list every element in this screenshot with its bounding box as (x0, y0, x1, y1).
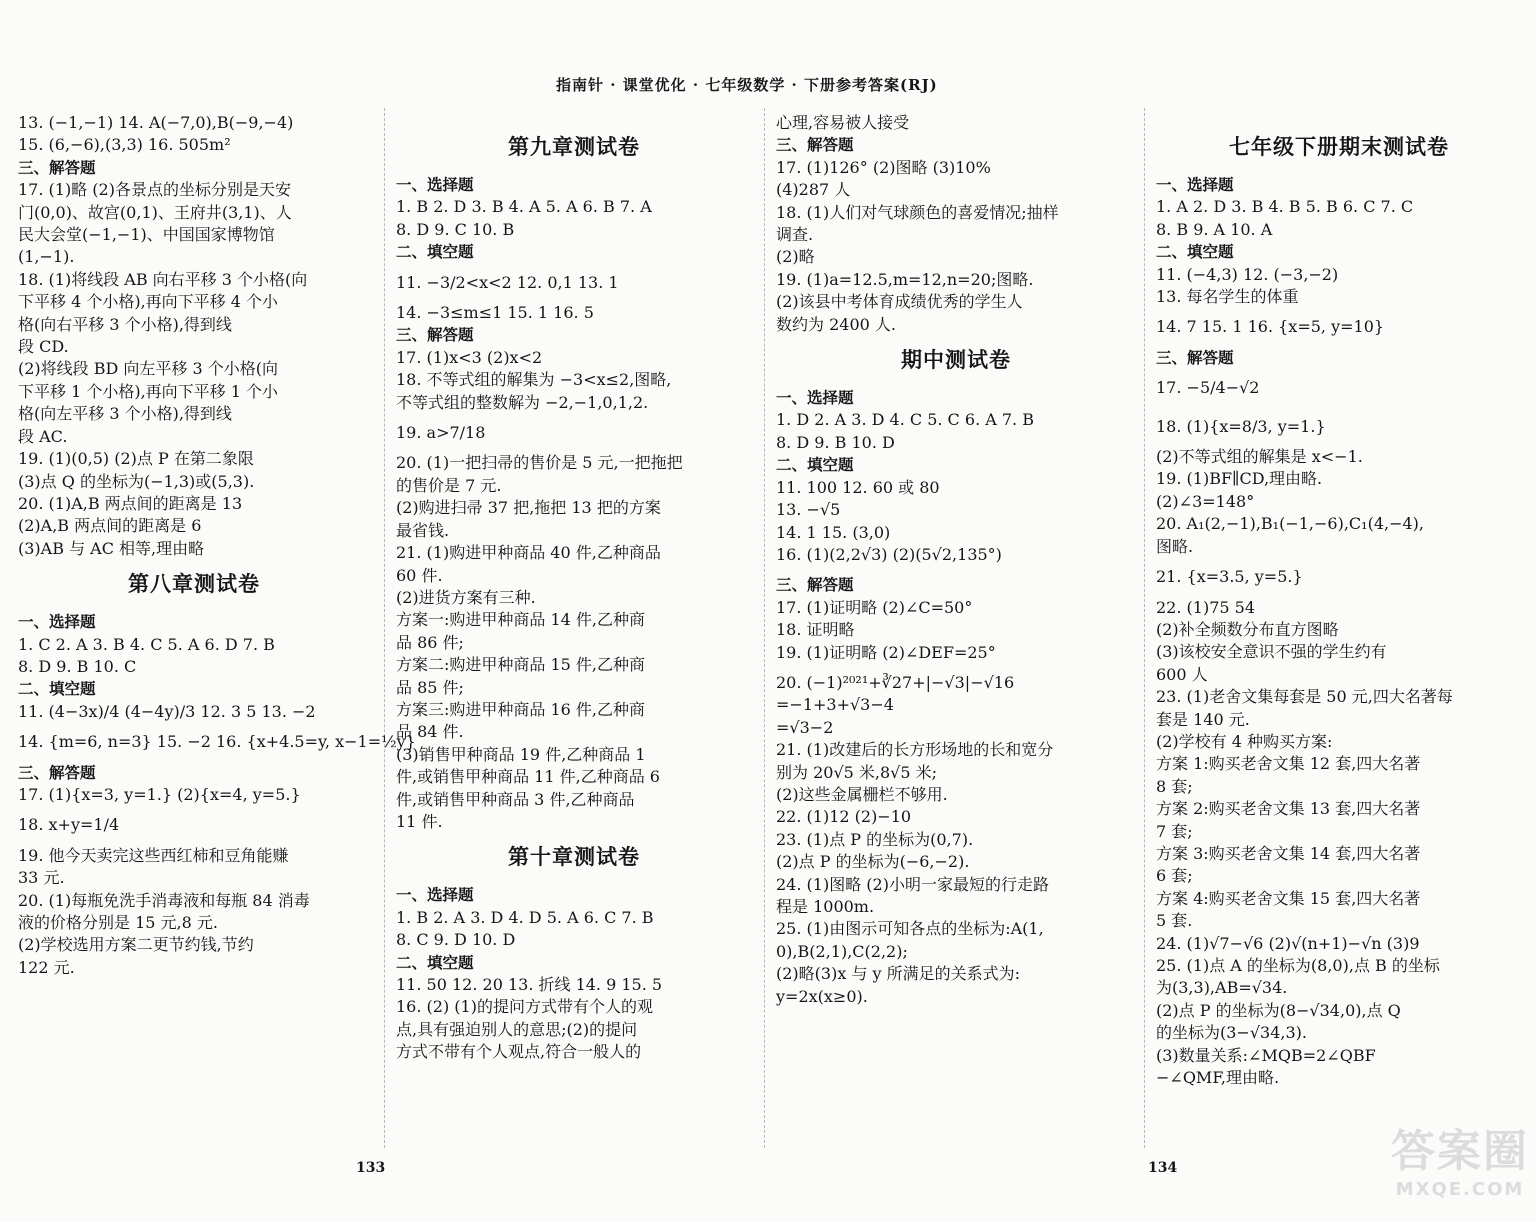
answer-line: 1. B 2. A 3. D 4. D 5. A 6. C 7. B (396, 907, 654, 927)
section-heading: 一、选择题 (396, 886, 474, 905)
answer-line: 8. D 9. B 10. D (776, 432, 895, 452)
answer-line: 20. (1)每瓶免洗手消毒液和每瓶 84 消毒 (18, 890, 310, 910)
answer-line: 14. −3≤m≤1 15. 1 16. 5 (396, 303, 594, 323)
answer-line: 方案 2:购买老舍文集 13 套,四大名著 (1156, 799, 1421, 819)
answer-line: 方案 1:购买老舍文集 12 套,四大名著 (1156, 754, 1421, 774)
answer-line: 段 AC. (18, 426, 68, 446)
answer-line: (3)点 Q 的坐标为(−1,3)或(5,3). (18, 471, 255, 491)
answer-line: 23. (1)点 P 的坐标为(0,7). (776, 829, 974, 849)
section-heading: 三、解答题 (776, 136, 854, 155)
answer-line: =√3−2 (776, 717, 834, 737)
answer-line: 别为 20√5 米,8√5 米; (776, 762, 938, 782)
answer-column-1 (18, 112, 416, 979)
answer-line: (2)略 (776, 247, 815, 267)
answer-line: 23. (1)老舍文集每套是 50 元,四大名著每 (1156, 687, 1453, 707)
answer-line: 方案 3:购买老舍文集 14 套,四大名著 (1156, 843, 1421, 863)
answer-line: (3)数量关系:∠MQB=2∠QBF (1156, 1045, 1376, 1065)
section-heading: 三、解答题 (18, 763, 96, 782)
answer-line: (3)AB 与 AC 相等,理由略 (18, 538, 205, 558)
answer-line: 图略. (1156, 536, 1194, 556)
answer-line: (2)∠3=148° (1156, 491, 1255, 511)
answer-line: (2)A,B 两点间的距离是 6 (18, 516, 202, 536)
answer-line: 8. D 9. C 10. B (396, 219, 515, 239)
page-number-left: 133 (356, 1160, 386, 1176)
watermark-logo (1390, 1125, 1530, 1215)
answer-line: 心理,容易被人接受 (776, 113, 910, 132)
answer-line: 19. 他今天卖完这些西红柿和豆角能赚 (18, 845, 289, 865)
answer-line: 21. {x=3.5, y=5.} (1156, 567, 1303, 587)
answer-line: 下平移 4 个小格),再向下平移 4 个小 (18, 292, 279, 312)
answer-line: 15. (6,−6),(3,3) 16. 505m² (18, 135, 231, 155)
answer-line: (3)销售甲种商品 19 件,乙种商品 1 (396, 744, 646, 764)
answer-line: 方案 4:购买老舍文集 15 套,四大名著 (1156, 888, 1421, 908)
answer-line: 19. a>7/18 (396, 423, 486, 443)
answer-line: 17. −5/4−√2 (1156, 378, 1260, 398)
answer-line: 13. (−1,−1) 14. A(−7,0),B(−9,−4) (18, 113, 294, 132)
answer-line: 格(向左平移 3 个小格),得到线 (18, 404, 232, 424)
answer-line: (2)点 P 的坐标为(8−√34,0),点 Q (1156, 1000, 1401, 1020)
answer-line: 套是 140 元. (1156, 709, 1250, 729)
answer-line: 液的价格分别是 15 元,8 元. (18, 913, 218, 932)
answer-line: 品 84 件. (396, 722, 464, 742)
answer-line: 20. A₁(2,−1),B₁(−1,−6),C₁(4,−4), (1156, 514, 1424, 534)
answer-line: 19. (1)BF∥CD,理由略. (1156, 469, 1323, 489)
answer-line: 13. −√5 (776, 500, 841, 520)
section-title-final-exam: 七年级下册期末测试卷 (1229, 134, 1449, 159)
answer-column-3 (776, 112, 1136, 1008)
section-heading: 二、填空题 (18, 680, 96, 699)
answer-line: y=2x(x≥0). (776, 986, 868, 1006)
answer-line: 7 套; (1156, 821, 1193, 841)
answer-line: 600 人 (1156, 664, 1208, 684)
answer-line: (2)将线段 BD 向左平移 3 个小格(向 (18, 359, 279, 379)
answer-line: 方案二:购进甲种商品 15 件,乙种商 (396, 655, 646, 675)
answer-line: (2)略(3)x 与 y 所满足的关系式为: (776, 964, 1021, 984)
answer-line: 8. B 9. A 10. A (1156, 219, 1273, 239)
answer-line: (2)购进扫帚 37 把,拖把 13 把的方案 (396, 498, 661, 518)
answer-line: 品 86 件; (396, 632, 464, 652)
column-divider (1144, 108, 1145, 1148)
answer-line: 17. (1)证明略 (2)∠C=50° (776, 597, 973, 617)
answer-line: 22. (1)12 (2)−10 (776, 807, 912, 827)
answer-line: 19. (1)a=12.5,m=12,n=20;图略. (776, 269, 1034, 289)
answer-line: 8. D 9. B 10. C (18, 656, 137, 676)
answer-line: 件,或销售甲种商品 11 件,乙种商品 6 (396, 767, 660, 787)
answer-line: 11. −3/2<x<2 12. 0,1 13. 1 (396, 272, 619, 292)
answer-line: 18. 证明略 (776, 620, 855, 640)
answer-line: 24. (1)√7−√6 (2)√(n+1)−√n (3)9 (1156, 933, 1420, 953)
answer-line: (1,−1). (18, 247, 75, 267)
answer-line: 11. (−4,3) 12. (−3,−2) (1156, 264, 1339, 284)
answer-line: 1. B 2. D 3. B 4. A 5. A 6. B 7. A (396, 197, 652, 217)
section-heading: 三、解答题 (18, 158, 96, 177)
answer-line: 18. 不等式组的解集为 −3<x≤2,图略, (396, 370, 672, 390)
page-number-right: 134 (1148, 1160, 1178, 1176)
answer-line: 1. C 2. A 3. B 4. C 5. A 6. D 7. B (18, 634, 275, 654)
answer-line: 20. (−1)²⁰²¹+∛27+|−√3|−√16 (776, 672, 1015, 692)
section-heading: 一、选择题 (18, 613, 96, 632)
section-title-chapter-8: 第八章测试卷 (128, 571, 260, 597)
answer-line: 13. 每名学生的体重 (1156, 287, 1299, 307)
running-head: 指南针 · 课堂优化 · 七年级数学 · 下册参考答案(RJ) (556, 76, 938, 94)
answer-line: 18. (1)人们对气球颜色的喜爱情况;抽样 (776, 202, 1059, 222)
answer-line: (2)进货方案有三种. (396, 587, 536, 607)
answer-line: (2)补全频数分布直方图略 (1156, 619, 1339, 639)
answer-line: 品 85 件; (396, 677, 464, 697)
section-heading: 一、选择题 (1156, 176, 1234, 194)
column-divider (384, 108, 385, 1148)
answer-line: 方案三:购进甲种商品 16 件,乙种商 (396, 699, 646, 719)
section-title-midterm: 期中测试卷 (901, 347, 1011, 373)
answer-line: 不等式组的整数解为 −2,−1,0,1,2. (396, 392, 649, 412)
answer-line: 11. 50 12. 20 13. 折线 14. 9 15. 5 (396, 975, 663, 994)
answer-line: 20. (1)一把扫帚的售价是 5 元,一把拖把 (396, 453, 683, 473)
section-heading: 三、解答题 (396, 326, 474, 345)
section-heading: 三、解答题 (1156, 348, 1234, 367)
section-heading: 二、填空题 (1156, 243, 1234, 262)
answer-line: 19. (1)证明略 (2)∠DEF=25° (776, 642, 996, 662)
answer-line: 方案一:购进甲种商品 14 件,乙种商 (396, 610, 646, 630)
answer-line: 22. (1)75 54 (1156, 597, 1255, 617)
column-divider (764, 108, 765, 1148)
answer-line: (2)学校有 4 种购买方案: (1156, 731, 1333, 751)
answer-line: (2)该县中考体育成绩优秀的学生人 (776, 292, 1023, 312)
answer-line: 8 套; (1156, 776, 1193, 796)
answer-line: 11. (4−3x)/4 (4−4y)/3 12. 3 5 13. −2 (18, 701, 316, 721)
answer-line: 段 CD. (18, 337, 69, 357)
answer-line: 的售价是 7 元. (396, 475, 502, 495)
section-heading: 二、填空题 (776, 456, 854, 475)
answer-line: 19. (1)(0,5) (2)点 P 在第二象限 (18, 449, 254, 469)
answer-line: 格(向右平移 3 个小格),得到线 (18, 314, 232, 334)
answer-line: 21. (1)购进甲种商品 40 件,乙种商品 (396, 543, 661, 563)
answer-line: (2)不等式组的解集是 x<−1. (1156, 447, 1363, 467)
answer-line: 程是 1000m. (776, 897, 875, 916)
answer-line: 16. (1)(2,2√3) (2)(5√2,135°) (776, 544, 1002, 564)
watermark-domain: MXQE.COM (1395, 1179, 1525, 1200)
answer-line: 18. (1){x=8/3, y=1.} (1156, 416, 1326, 436)
answer-line: 14. 1 15. (3,0) (776, 522, 891, 542)
answer-line: 件,或销售甲种商品 3 件,乙种商品 (396, 789, 635, 809)
answer-line: 6 套; (1156, 866, 1193, 886)
answer-line: 17. (1)略 (2)各景点的坐标分别是天安 (18, 180, 291, 200)
answer-line: (2)点 P 的坐标为(−6,−2). (776, 852, 970, 872)
answer-column-2 (396, 112, 752, 1064)
answer-line: 11 件. (396, 811, 443, 831)
answer-line: 民大会堂(−1,−1)、中国国家博物馆 (18, 225, 275, 245)
answer-line: 8. C 9. D 10. D (396, 930, 516, 950)
answer-line: 18. x+y=1/4 (18, 815, 120, 835)
watermark-text: 答案圈 (1391, 1126, 1529, 1177)
answer-column-4 (1156, 112, 1522, 1089)
answer-line: 14. {m=6, n=3} 15. −2 16. {x+4.5=y, x−1=½y} (18, 732, 416, 752)
section-heading: 三、解答题 (776, 576, 854, 595)
answer-line: 21. (1)改建后的长方形场地的长和宽分 (776, 740, 1054, 760)
answer-line: 17. (1){x=3, y=1.} (2){x=4, y=5.} (18, 784, 301, 804)
answer-line: 点,具有强迫别人的意思;(2)的提问 (396, 1019, 638, 1039)
answer-line: 11. 100 12. 60 或 80 (776, 477, 940, 497)
answer-line: (2)这些金属栅栏不够用. (776, 784, 948, 804)
answer-line: 门(0,0)、故宫(0,1)、王府井(3,1)、人 (18, 202, 292, 222)
answer-line: 122 元. (18, 957, 75, 977)
section-title-chapter-10: 第十章测试卷 (508, 844, 640, 870)
answer-line: 17. (1)x<3 (2)x<2 (396, 347, 543, 367)
section-title-chapter-9: 第九章测试卷 (508, 134, 640, 159)
section-heading: 二、填空题 (396, 953, 474, 972)
answer-line: 方式不带有个人观点,符合一般人的 (396, 1042, 642, 1062)
answer-line: 的坐标为(3−√34,3). (1156, 1023, 1307, 1043)
answer-line: 数约为 2400 人. (776, 314, 896, 334)
answer-line: 24. (1)图略 (2)小明一家最短的行走路 (776, 874, 1049, 894)
answer-line: 下平移 1 个小格),再向下平移 1 个小 (18, 381, 279, 401)
answer-line: 调查. (776, 225, 814, 245)
answer-line: 16. (2) (1)的提问方式带有个人的观 (396, 997, 653, 1017)
answer-line: (2)学校选用方案二更节约钱,节约 (18, 935, 254, 955)
answer-line: 5 套. (1156, 911, 1193, 931)
answer-line: 17. (1)126° (2)图略 (3)10% (776, 157, 991, 177)
section-heading: 二、填空题 (396, 243, 474, 262)
answer-line: 14. 7 15. 1 16. {x=5, y=10} (1156, 317, 1385, 337)
answer-line: 为(3,3),AB=√34. (1156, 978, 1288, 998)
section-heading: 一、选择题 (776, 389, 854, 408)
answer-line: 25. (1)由图示可知各点的坐标为:A(1, (776, 919, 1044, 939)
answer-line: 18. (1)将线段 AB 向右平移 3 个小格(向 (18, 269, 308, 289)
answer-line: 25. (1)点 A 的坐标为(8,0),点 B 的坐标 (1156, 956, 1440, 975)
answer-line: (4)287 人 (776, 180, 851, 200)
answer-line: 1. D 2. A 3. D 4. C 5. C 6. A 7. B (776, 410, 1034, 430)
answer-line: −∠QMF,理由略. (1156, 1068, 1280, 1088)
answer-line: 60 件. (396, 565, 443, 585)
answer-line: 33 元. (18, 868, 65, 888)
answer-line: =−1+3+√3−4 (776, 695, 894, 715)
section-heading: 一、选择题 (396, 176, 474, 194)
answer-line: (3)该校安全意识不强的学生约有 (1156, 642, 1387, 662)
answer-line: 1. A 2. D 3. B 4. B 5. B 6. C 7. C (1156, 197, 1414, 217)
answer-line: 20. (1)A,B 两点间的距离是 13 (18, 493, 243, 513)
answer-line: 0),B(2,1),C(2,2); (776, 941, 908, 961)
answer-line: 最省钱. (396, 520, 450, 540)
